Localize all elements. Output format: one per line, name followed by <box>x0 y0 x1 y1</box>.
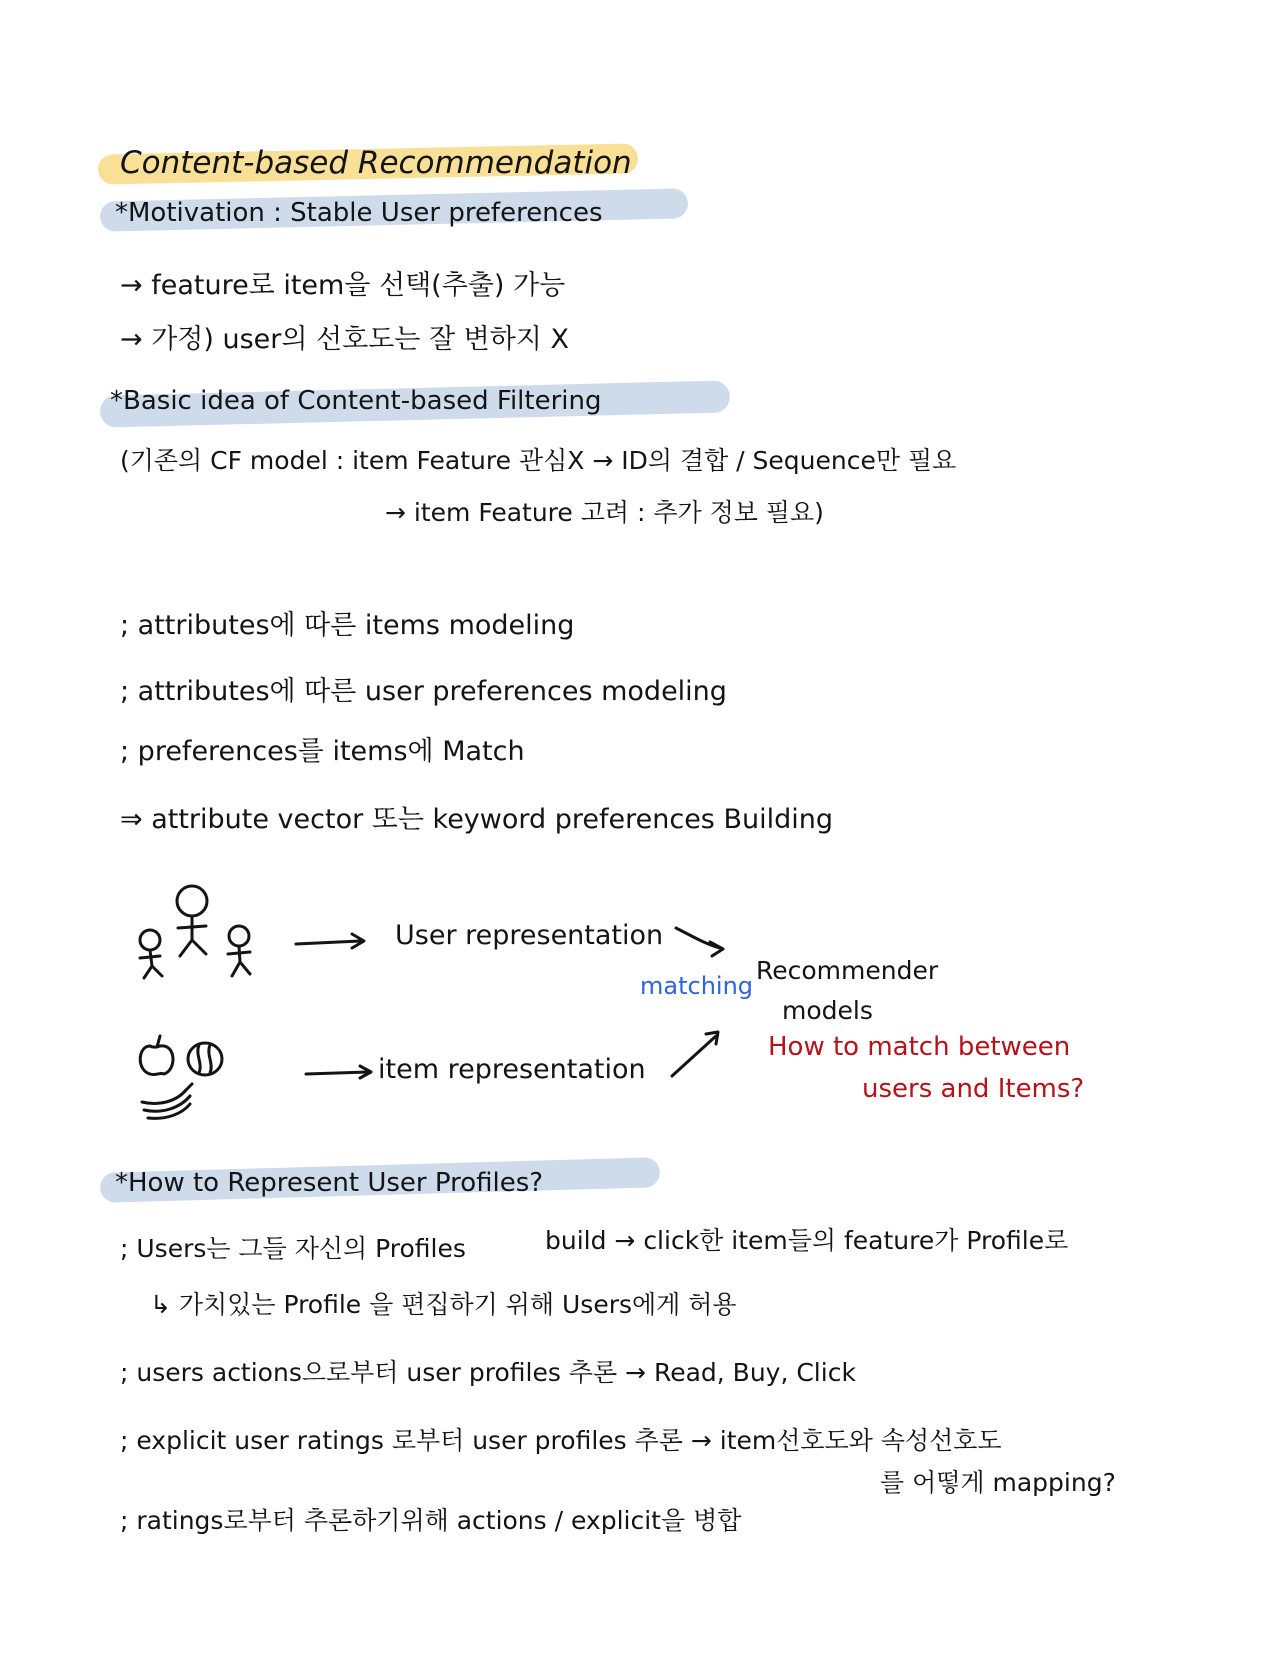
user-representation-label: User representation <box>395 920 664 951</box>
item-to-model-arrow-icon <box>672 1032 718 1076</box>
motivation-bullet-2: → 가정) user의 선호도는 잘 변하지 X <box>120 324 569 355</box>
recommender-label: Recommender <box>756 956 939 985</box>
basic-idea-note-2: → item Feature 고려 : 추가 정보 필요) <box>385 498 824 527</box>
question-line-2: users and Items? <box>862 1074 1085 1104</box>
item-arrow-icon <box>306 1066 371 1078</box>
user-to-model-arrow-icon <box>676 928 723 956</box>
user-profiles-line-3: ; users actions으로부터 user profiles 추론 → Read, Buy, Click <box>120 1358 856 1387</box>
motivation-bullet-1: → feature로 item을 선택(추출) 가능 <box>120 270 566 301</box>
basic-idea-point-3: ; preferences를 items에 Match <box>120 736 525 767</box>
user-profiles-line-5: ; ratings로부터 추론하기위해 actions / explicit을 병합 <box>120 1506 742 1535</box>
user-profiles-line-4: ; explicit user ratings 로부터 user profiles 추론 → item선호도와 속성선호도 <box>120 1426 1002 1455</box>
matching-label: matching <box>640 972 754 1000</box>
basic-idea-point-2: ; attributes에 따른 user preferences modeling <box>120 676 727 707</box>
basic-idea-point-1: ; attributes에 따른 items modeling <box>120 610 575 641</box>
question-line-1: How to match between <box>768 1032 1071 1062</box>
user-profiles-heading: *How to Represent User Profiles? <box>115 1168 544 1198</box>
motivation-heading: *Motivation : Stable User preferences <box>115 198 603 228</box>
item-representation-label: item representation <box>378 1054 646 1085</box>
models-label: models <box>782 996 873 1025</box>
user-profiles-line-4-cont: 를 어떻게 mapping? <box>880 1468 1116 1497</box>
fruits-icon <box>140 1036 222 1118</box>
basic-idea-heading: *Basic idea of Content-based Filtering <box>110 386 602 416</box>
user-profiles-line-2: ↳ 가치있는 Profile 을 편집하기 위해 Users에게 허용 <box>150 1290 737 1319</box>
user-profiles-line-1-build: build → click한 item들의 feature가 Profile로 <box>545 1226 1069 1255</box>
user-profiles-line-1: ; Users는 그들 자신의 Profiles <box>120 1234 466 1263</box>
basic-idea-conclusion: ⇒ attribute vector 또는 keyword preferences Building <box>120 804 833 835</box>
users-stick-figures-icon <box>140 886 250 978</box>
basic-idea-note-1: (기존의 CF model : item Feature 관심X → ID의 결합 / Sequence만 필요 <box>120 446 957 475</box>
user-arrow-icon <box>296 934 364 948</box>
page-title: Content-based Recommendation <box>120 145 632 181</box>
